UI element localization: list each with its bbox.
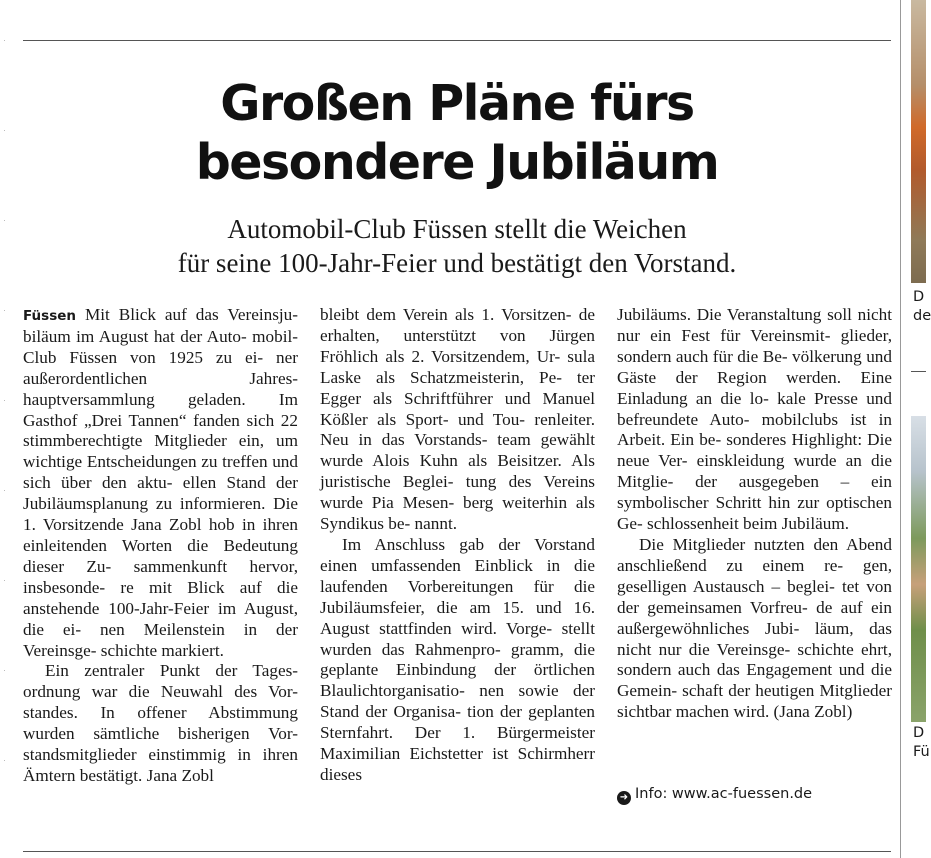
page-edge-marks	[4, 40, 5, 840]
column-divider	[900, 0, 901, 858]
bottom-rule	[23, 851, 891, 852]
caption-fragment: Fü	[913, 744, 930, 760]
paragraph: bleibt dem Verein als 1. Vorsitzen- de erhalten, unterstützt von Jürgen Fröhlich als 2. Vorsitzendem, Ur- sula Laske als Schatzmeisterin, Pe- ter Egger als Schriftführer und Manuel Kößler als Sport- und Tou- renleiter. Neu in das Vorstands- team gewählt wurde Alois Kuhn als Beisitzer. Als juristische Beglei- tung des Vereins wurde Pia Mesen- berg weiterhin als Syndikus be- nannt.	[320, 305, 595, 534]
headline-line-1: Großen Pläne fürs	[220, 75, 694, 132]
arrow-right-circle-icon: ➜	[617, 791, 631, 805]
paragraph: Die Mitglieder nutzten den Abend anschließend zu einem re- gen, geselligen Austausch – beglei- tet von der gemeinsamen Vorfreu- de auf ein außergewöhnliches Jubi- läum, das nicht nur die Vereinsge- schichte ehrt, sondern auch das Engagement und die Gemein- schaft der heutigen Mitglieder sichtbar machen wird. (Jana Zobl)	[617, 534, 892, 722]
subheadline	[23, 212, 891, 280]
paragraph-text: Mit Blick auf das Vereinsju- biläum im August hat der Auto- mobil-Club Füssen von 1925 zu ei- ner außerordentlichen Jahres- hauptversammlung geladen. Im Gasthof „Drei Tannen“ fanden sich 22 stimmberechtigte Mitglieder ein, um wichtige Entscheidungen zu treffen und sich über den aktu- ellen Stand der Jubiläumsplanung zu informieren. Die 1. Vorsitzende Jana Zobl hob in ihren einleitenden Worten die Bedeutung dieser Zu- sammenkunft hervor, insbesonde- re mit Blick auf die anstehende 100-Jahr-Feier im August, die ei- nen Meilenstein in der Vereinsge- schichte markiert.	[23, 305, 298, 660]
subheadline-line-2: für seine 100-Jahr-Feier und bestätigt den Vorstand.	[177, 248, 737, 278]
subheadline-line-1: Automobil-Club Füssen stellt die Weichen	[227, 214, 687, 244]
headline-line-2: besondere Jubiläum	[195, 134, 719, 191]
top-rule	[23, 40, 891, 41]
neighbour-caption-bottom	[913, 724, 930, 762]
caption-fragment: de	[913, 308, 931, 324]
info-link[interactable]: Info: www.ac-fuessen.de	[635, 786, 813, 802]
paragraph: Jubiläums. Die Veranstaltung soll nicht nur ein Fest für Vereinsmit- glieder, sondern auch für die Be- völkerung und Gäste der Region werden. Eine Einladung an die lo- kale Presse und befreundete Auto- mobilclubs ist in Arbeit. Ein be- sonderes Highlight: Die neue Ver- einskleidung wurde an die Mitglie- der ausgegeben – ein symbolischer Schritt hin zur optischen Ge- schlossenheit beim Jubiläum.	[617, 305, 892, 534]
paragraph	[23, 305, 298, 661]
article-column-2	[320, 305, 595, 786]
neighbour-caption-top	[913, 288, 931, 326]
neighbour-photo-top	[911, 0, 926, 283]
paragraph: Im Anschluss gab der Vorstand einen umfassenden Einblick in die laufenden Vorbereitungen für die Jubiläumsfeier, die am 15. und 16. August stattfinden wird. Vorge- stellt wurden das Rahmenpro- gramm, die geplante Einbindung der örtlichen Blaulichtorganisatio- nen sowie der Stand der Organisa- tion der geplanten Sternfahrt. Der 1. Bürgermeister Maximilian Eichstetter ist Schirmherr dieses	[320, 534, 595, 784]
headline	[23, 74, 891, 192]
caption-fragment: D	[913, 725, 925, 741]
neighbour-photo-bottom	[911, 416, 926, 722]
article-column-3	[617, 305, 892, 723]
info-line	[617, 786, 812, 805]
neighbour-rule	[911, 371, 926, 372]
dateline: Füssen	[23, 308, 76, 324]
caption-fragment: D	[913, 289, 925, 305]
paragraph: Ein zentraler Punkt der Tages- ordnung war die Neuwahl des Vor- standes. In offener Abstimmung wurden sämtliche bisherigen Vor- standsmitglieder einstimmig in ihren Ämtern bestätigt. Jana Zobl	[23, 661, 298, 785]
article-column-1	[23, 305, 298, 787]
